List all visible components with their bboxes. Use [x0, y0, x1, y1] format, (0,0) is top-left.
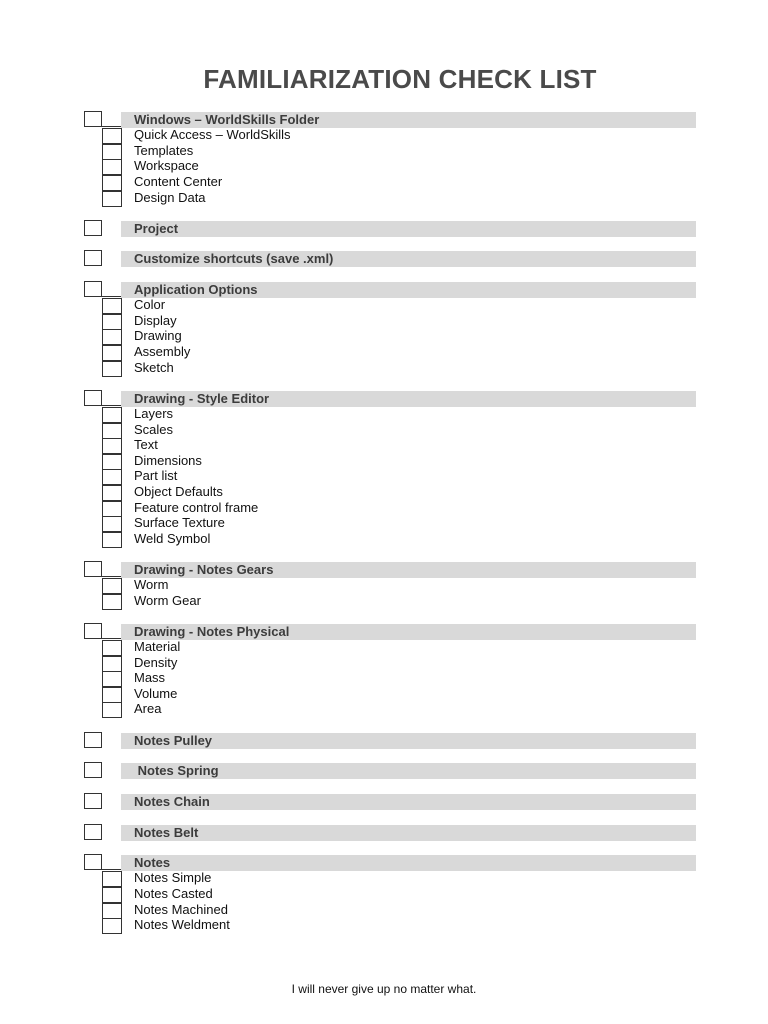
item-checkbox[interactable]	[102, 501, 122, 517]
checklist-item	[0, 361, 768, 377]
section-checkbox[interactable]	[84, 390, 102, 406]
item-label: Text	[134, 437, 158, 453]
tree-connector	[101, 296, 121, 297]
checklist-item	[0, 298, 768, 314]
item-label: Notes Simple	[134, 870, 212, 886]
checklist-item	[0, 671, 768, 687]
checklist-item	[0, 159, 768, 175]
item-label: Part list	[134, 468, 178, 484]
item-checkbox[interactable]	[102, 702, 122, 718]
item-label: Notes Casted	[134, 886, 213, 902]
checklist-item	[0, 640, 768, 656]
item-checkbox[interactable]	[102, 298, 122, 314]
checklist-item	[0, 469, 768, 485]
item-label: Weld Symbol	[134, 530, 211, 546]
checklist-item	[0, 345, 768, 361]
section-heading: Customize shortcuts (save .xml)	[134, 251, 334, 267]
item-checkbox[interactable]	[102, 671, 122, 687]
section-heading: Notes Chain	[134, 793, 210, 809]
item-label: Design Data	[134, 189, 206, 205]
item-checkbox[interactable]	[102, 871, 122, 887]
item-label: Notes Weldment	[134, 917, 230, 933]
item-checkbox[interactable]	[102, 159, 122, 175]
item-label: Workspace	[134, 158, 199, 174]
checklist-item	[0, 887, 768, 903]
section-heading: Windows – WorldSkills Folder	[134, 112, 320, 127]
item-label: Content Center	[134, 174, 223, 189]
section-heading: Notes	[134, 855, 171, 871]
item-checkbox[interactable]	[102, 345, 122, 361]
item-checkbox[interactable]	[102, 640, 122, 656]
item-checkbox[interactable]	[102, 578, 122, 594]
item-checkbox[interactable]	[102, 407, 122, 423]
tree-connector	[101, 126, 121, 127]
item-checkbox[interactable]	[102, 594, 122, 610]
item-label: Density	[134, 654, 178, 670]
section-heading: Notes Belt	[134, 824, 199, 840]
item-label: Notes Machined	[134, 901, 228, 917]
section-checkbox[interactable]	[84, 220, 102, 236]
checklist-item	[0, 128, 768, 144]
checklist-item	[0, 485, 768, 501]
item-label: Scales	[134, 421, 174, 437]
checklist-item	[0, 516, 768, 532]
checklist-item	[0, 594, 768, 610]
item-label: Worm	[134, 577, 169, 593]
checklist-item	[0, 314, 768, 330]
item-label: Material	[134, 638, 181, 654]
section-checkbox[interactable]	[84, 281, 102, 297]
checklist-item	[0, 423, 768, 439]
section-checkbox[interactable]	[84, 793, 102, 809]
section-heading: Drawing - Notes Physical	[134, 623, 290, 639]
item-checkbox[interactable]	[102, 485, 122, 501]
checklist-item	[0, 578, 768, 594]
item-label: Drawing	[134, 328, 182, 344]
item-checkbox[interactable]	[102, 423, 122, 439]
section-checkbox[interactable]	[84, 111, 102, 127]
item-checkbox[interactable]	[102, 361, 122, 377]
footer-motto: I will never give up no matter what.	[291, 982, 477, 996]
checklist-item	[0, 191, 768, 207]
item-checkbox[interactable]	[102, 175, 122, 191]
item-checkbox[interactable]	[102, 687, 122, 703]
item-label: Display	[134, 312, 177, 328]
item-checkbox[interactable]	[102, 656, 122, 672]
section-checkbox[interactable]	[84, 732, 102, 748]
item-checkbox[interactable]	[102, 329, 122, 345]
section-checkbox[interactable]	[84, 854, 102, 870]
item-checkbox[interactable]	[102, 903, 122, 919]
checklist-item	[0, 918, 768, 934]
page-title: FAMILIARIZATION CHECK LIST	[203, 64, 597, 94]
checklist-item	[0, 903, 768, 919]
item-checkbox[interactable]	[102, 191, 122, 207]
checklist-item	[0, 175, 768, 191]
tree-connector	[101, 405, 121, 406]
item-label: Area	[134, 701, 162, 717]
item-label: Dimensions	[134, 452, 202, 468]
section-heading-bar	[121, 221, 696, 237]
checklist-item	[0, 702, 768, 718]
checklist-item	[0, 871, 768, 887]
section-heading: Project	[134, 220, 179, 236]
item-checkbox[interactable]	[102, 516, 122, 532]
checklist-item	[0, 454, 768, 470]
checklist-item	[0, 656, 768, 672]
section-checkbox[interactable]	[84, 561, 102, 577]
item-label: Color	[134, 297, 166, 313]
checklist-item	[0, 144, 768, 160]
item-checkbox[interactable]	[102, 469, 122, 485]
checklist-item	[0, 329, 768, 345]
item-checkbox[interactable]	[102, 887, 122, 903]
section-heading: Notes Pulley	[134, 732, 213, 748]
section-checkbox[interactable]	[84, 250, 102, 266]
section-heading: Drawing - Style Editor	[134, 390, 270, 406]
item-label: Mass	[134, 670, 166, 686]
item-label: Templates	[134, 142, 194, 158]
item-label: Volume	[134, 685, 178, 701]
item-label: Surface Texture	[134, 515, 225, 531]
item-label: Assembly	[134, 344, 191, 360]
section-checkbox[interactable]	[84, 824, 102, 840]
item-checkbox[interactable]	[102, 918, 122, 934]
item-label: Feature control frame	[134, 499, 259, 515]
section-heading: Drawing - Notes Gears	[134, 561, 274, 577]
checklist-item	[0, 501, 768, 517]
checklist-item	[0, 687, 768, 703]
item-label: Worm Gear	[134, 592, 201, 608]
checklist-item	[0, 407, 768, 423]
item-label: Quick Access – WorldSkills	[134, 127, 291, 143]
item-checkbox[interactable]	[102, 454, 122, 470]
checklist-item	[0, 532, 768, 548]
section-checkbox[interactable]	[84, 623, 102, 639]
item-label: Object Defaults	[134, 483, 223, 499]
section-heading-bar	[121, 825, 696, 841]
section-heading: Application Options	[134, 282, 258, 298]
item-checkbox[interactable]	[102, 532, 122, 548]
item-checkbox[interactable]	[102, 438, 122, 454]
tree-connector	[101, 638, 121, 639]
item-checkbox[interactable]	[102, 314, 122, 330]
tree-connector	[101, 869, 121, 870]
section-heading: Notes Spring	[134, 763, 219, 779]
item-checkbox[interactable]	[102, 128, 122, 144]
checklist-item	[0, 438, 768, 454]
section-checkbox[interactable]	[84, 762, 102, 778]
item-label: Sketch	[134, 359, 174, 375]
item-label: Layers	[134, 405, 174, 421]
tree-connector	[101, 576, 121, 577]
item-checkbox[interactable]	[102, 144, 122, 160]
